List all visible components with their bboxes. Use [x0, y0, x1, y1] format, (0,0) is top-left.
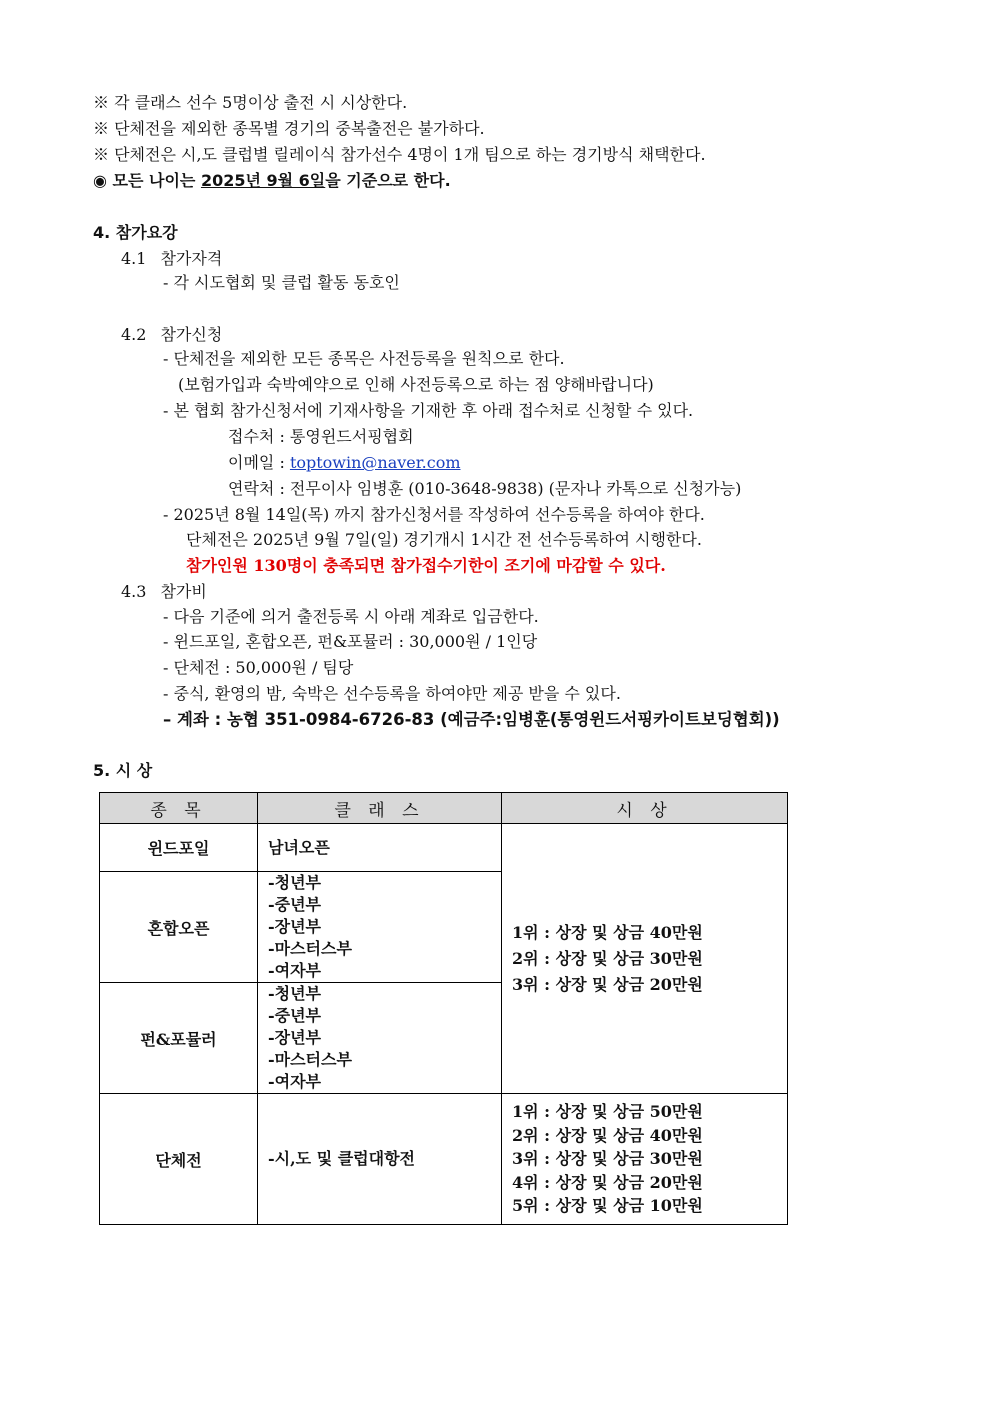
prize-team-1: 1위 : 상장 및 상금 50만원: [512, 1102, 703, 1122]
s43-line3: - 단체전 : 50,000원 / 팀당: [163, 658, 354, 677]
class-team: -시,도 및 클럽대항전: [258, 1094, 502, 1225]
class-mixed: [258, 872, 502, 983]
s42-line5: 단체전은 2025년 9월 7일(일) 경기개시 1시간 전 선수등록하여 시행한다.: [186, 530, 702, 549]
note-1: ※ 각 클래스 선수 5명이상 출전 시 시상한다.: [93, 93, 408, 112]
class-item: -마스터스부: [268, 939, 352, 958]
prize-table: [99, 792, 788, 1225]
event-mixed: 혼합오픈: [100, 872, 258, 983]
age-note-suffix: 을 기준으로 한다.: [325, 171, 451, 190]
s42-line2: (보험가입과 숙박예약으로 인해 사전등록으로 하는 점 양해바랍니다): [178, 375, 654, 394]
s42-contact: 연락처 : 전무이사 임병훈 (010-3648-9838) (문자나 카톡으로 신청가능): [228, 479, 742, 498]
s42-reception: 접수처 : 통영윈드서핑협회: [228, 427, 414, 446]
s41-line1: - 각 시도협회 및 클럽 활동 동호인: [163, 273, 400, 292]
class-item: -청년부: [268, 873, 322, 892]
age-note-prefix: ◉ 모든 나이는: [93, 171, 201, 190]
age-note-date: 2025년 9월 6일: [200, 171, 326, 190]
s41-num: 4.1: [121, 249, 147, 268]
s41-heading: [121, 246, 222, 272]
s43-line4: - 중식, 환영의 밤, 숙박은 선수등록을 하여야만 제공 받을 수 있다.: [163, 684, 621, 703]
table-header-row: [100, 793, 788, 824]
class-item: -장년부: [268, 1028, 322, 1047]
s42-line4: - 2025년 8월 14일(목) 까지 참가신청서를 작성하여 선수등록을 하여야 한다.: [163, 505, 705, 524]
s42-num: 4.2: [121, 325, 147, 344]
email-link[interactable]: toptowin@naver.com: [289, 453, 461, 472]
prize-team-5: 5위 : 상장 및 상금 10만원: [512, 1196, 703, 1216]
class-item: -중년부: [268, 1006, 322, 1025]
s42-email-label: 이메일 :: [228, 453, 290, 472]
s43-num: 4.3: [121, 582, 147, 601]
s43-line1: - 다음 기준에 의거 출전등록 시 아래 계좌로 입금한다.: [163, 607, 539, 626]
section5-title: 5. 시 상: [93, 761, 153, 780]
note-2: ※ 단체전을 제외한 종목별 경기의 중복출전은 불가하다.: [93, 119, 485, 138]
prize-individual-2: 2위 : 상장 및 상금 30만원: [512, 948, 703, 968]
class-item: -장년부: [268, 917, 322, 936]
s42-title: 참가신청: [160, 325, 223, 344]
class-item: -여자부: [268, 961, 322, 980]
s42-line1: - 단체전을 제외한 모든 종목은 사전등록을 원칙으로 한다.: [163, 349, 565, 368]
class-item: -중년부: [268, 895, 322, 914]
s41-title: 참가자격: [160, 249, 223, 268]
prize-team-4: 4위 : 상장 및 상금 20만원: [512, 1172, 703, 1192]
age-note: [93, 168, 451, 194]
s42-email-line: [228, 450, 461, 476]
s42-heading: [121, 322, 222, 348]
prize-team: [502, 1094, 788, 1225]
class-windfoil: 남녀오픈: [258, 824, 502, 872]
table-row: [100, 1094, 788, 1225]
prize-individual: [502, 824, 788, 1094]
header-event: 종 목: [100, 793, 258, 824]
s43-account: – 계좌 : 농협 351-0984-6726-83 (예금주:임병훈(통영윈드서핑카이트보딩협회)): [163, 710, 780, 729]
table-row: [100, 824, 788, 872]
class-item: -청년부: [268, 984, 322, 1003]
prize-individual-3: 3위 : 상장 및 상금 20만원: [512, 974, 703, 994]
prize-team-2: 2위 : 상장 및 상금 40만원: [512, 1125, 703, 1145]
class-item: -여자부: [268, 1072, 322, 1091]
section4-title: 4. 참가요강: [93, 223, 178, 242]
header-class: 클 래 스: [258, 793, 502, 824]
header-prize: 시 상: [502, 793, 788, 824]
s43-heading: [121, 579, 207, 605]
event-windfoil: 윈드포일: [100, 824, 258, 872]
event-team: 단체전: [100, 1094, 258, 1225]
s43-line2: - 윈드포일, 혼합오픈, 펀&포뮬러 : 30,000원 / 1인당: [163, 632, 538, 651]
prize-individual-1: 1위 : 상장 및 상금 40만원: [512, 922, 703, 942]
s43-title: 참가비: [160, 582, 207, 601]
class-fun: [258, 983, 502, 1094]
class-item: -마스터스부: [268, 1050, 352, 1069]
s42-warning: 참가인원 130명이 충족되면 참가접수기한이 조기에 마감할 수 있다.: [186, 556, 666, 575]
prize-team-3: 3위 : 상장 및 상금 30만원: [512, 1149, 703, 1169]
event-fun: 펀&포뮬러: [100, 983, 258, 1094]
note-3: ※ 단체전은 시,도 클럽별 릴레이식 참가선수 4명이 1개 팀으로 하는 경기방식 채택한다.: [93, 145, 706, 164]
s42-line3: - 본 협회 참가신청서에 기재사항을 기재한 후 아래 접수처로 신청할 수 있다.: [163, 401, 694, 420]
